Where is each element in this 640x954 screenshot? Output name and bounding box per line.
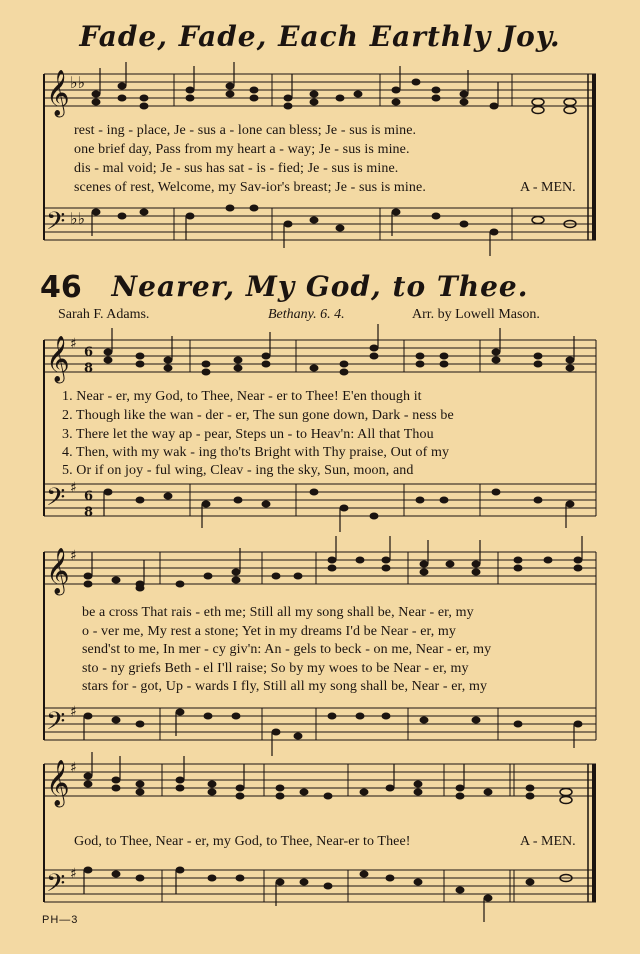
hymn46-staves-3	[40, 752, 600, 902]
hymn46-refrain: God, to Thee, Near - er, my God, to Thee, Near-er to Thee!	[74, 834, 411, 849]
hymn46-verse-3-part2: send'st to me, In mer - cy giv'n: An - gels to beck - on me, Near - er, my	[82, 642, 492, 657]
svg-text:8: 8	[84, 361, 94, 376]
svg-text:𝄞: 𝄞	[46, 760, 70, 806]
hymn-number: 46	[40, 270, 82, 305]
svg-text:6: 6	[84, 345, 94, 360]
svg-text:𝄢: 𝄢	[46, 483, 66, 518]
hymn46-system-2	[40, 540, 600, 740]
hymn46-staves-2	[40, 540, 600, 740]
hymn45-amen: A - MEN.	[520, 180, 576, 195]
svg-text:♯: ♯	[70, 704, 77, 720]
svg-text:6: 6	[84, 489, 94, 504]
hymn46-verse-5-part2: stars for - got, Up - wards I fly, Still all my song shall be, Near - er, my	[82, 679, 488, 694]
hymn46-verse-4-part1: 4. Then, with my wak - ing tho'ts Bright with Thy praise, Out of my	[62, 445, 450, 460]
svg-text:♯: ♯	[70, 866, 77, 882]
svg-text:8: 8	[84, 505, 94, 520]
svg-text:𝄞: 𝄞	[46, 548, 70, 594]
hymn46-verse-5-part1: 5. Or if on joy - ful wing, Cleav - ing the sky, Sun, moon, and	[62, 463, 414, 478]
hymn46-verse-2-part2: o - ver me, My rest a stone; Yet in my dreams I'd be Near - er, my	[82, 624, 457, 639]
svg-text:♭♭: ♭♭	[70, 73, 86, 92]
hymn45-title: Fade, Fade, Each Earthly Joy.	[79, 20, 561, 53]
hymn45-verse-1: rest - ing - place, Je - sus a - lone can bless; Je - sus is mine.	[74, 123, 417, 138]
svg-text:𝄢: 𝄢	[46, 869, 66, 904]
svg-text:𝄞: 𝄞	[46, 70, 70, 116]
hymn46-arranger: Arr. by Lowell Mason.	[412, 307, 540, 322]
hymn46-author: Sarah F. Adams.	[58, 307, 150, 322]
hymn46-verse-1-part1: 1. Near - er, my God, to Thee, Near - er to Thee! E'en though it	[62, 389, 422, 404]
hymn46-tune: Bethany. 6. 4.	[268, 307, 345, 322]
svg-text:𝄢: 𝄢	[46, 707, 66, 742]
svg-text:♯: ♯	[70, 760, 77, 776]
svg-text:𝄞: 𝄞	[46, 336, 70, 382]
hymn46-verse-3-part1: 3. There let the way ap - pear, Steps un - to Heav'n: All that Thou	[62, 427, 434, 442]
svg-text:♯: ♯	[70, 480, 77, 496]
hymn46-amen: A - MEN.	[520, 834, 576, 849]
hymn46-system-3	[40, 752, 600, 902]
hymn46-title: Nearer, My God, to Thee.	[111, 270, 529, 303]
hymn45-verse-4: scenes of rest, Welcome, my Sav-ior's breast; Je - sus is mine.	[74, 180, 426, 195]
page-footer: PH—3	[42, 914, 79, 926]
hymn46-verse-2-part1: 2. Though like the wan - der - er, The sun gone down, Dark - ness be	[62, 408, 454, 423]
svg-text:𝄢: 𝄢	[46, 207, 66, 242]
hymn46-verse-1-part2: be a cross That rais - eth me; Still all my song shall be, Near - er, my	[82, 605, 474, 620]
svg-text:♭♭: ♭♭	[70, 209, 86, 228]
hymn45-verse-3: dis - mal void; Je - sus has sat - is - fied; Je - sus is mine.	[74, 161, 399, 176]
hymn46-verse-4-part2: sto - ny griefs Beth - el I'll raise; So by my woes to be Near - er, my	[82, 661, 469, 676]
hymn45-verse-2: one brief day, Pass from my heart a - way; Je - sus is mine.	[74, 142, 410, 157]
svg-text:♯: ♯	[70, 548, 77, 564]
svg-text:♯: ♯	[70, 336, 77, 352]
